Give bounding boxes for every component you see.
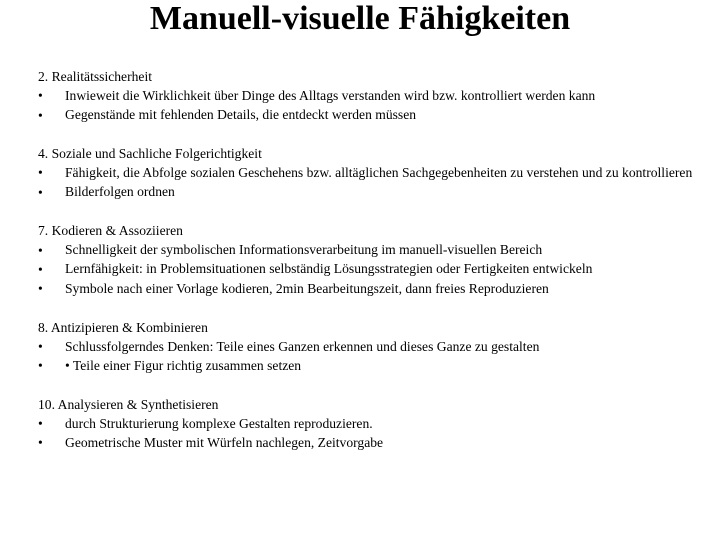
- section: [38, 395, 708, 453]
- list-item: [38, 433, 708, 452]
- bullet-icon: •: [38, 261, 43, 277]
- bullet-icon: •: [38, 358, 43, 374]
- list-item: [38, 337, 708, 356]
- bullet-icon: •: [38, 88, 43, 104]
- list-item-text: Schlussfolgerndes Denken: Teile eines Ganzen erkennen und dieses Ganze zu gestalten: [65, 338, 540, 354]
- list-item-text: Bilderfolgen ordnen: [65, 184, 175, 200]
- list-item-text: Schnelligkeit der symbolischen Informationsverarbeitung im manuell-visuellen Bereich: [65, 242, 543, 258]
- bullet-icon: •: [38, 435, 43, 451]
- section-list: [38, 67, 708, 472]
- section: [38, 67, 708, 125]
- section-heading: 7. Kodieren & Assoziieren: [38, 223, 183, 239]
- bullet-icon: •: [38, 242, 43, 258]
- section: [38, 221, 708, 298]
- bullet-icon: •: [38, 165, 43, 181]
- section-heading: 8. Antizipieren & Kombinieren: [38, 319, 208, 335]
- list-item-text: • Teile einer Figur richtig zusammen setzen: [65, 357, 302, 373]
- list-item: [38, 260, 708, 279]
- bullet-icon: •: [38, 281, 43, 297]
- list-item-text: Symbole nach einer Vorlage kodieren, 2min Bearbeitungszeit, dann freies Reproduzieren: [65, 280, 549, 296]
- bullet-icon: •: [38, 339, 43, 355]
- bullet-icon: •: [38, 184, 43, 200]
- bullet-icon: •: [38, 107, 43, 123]
- section: [38, 318, 708, 376]
- list-item: [38, 279, 708, 298]
- list-item: [38, 86, 708, 105]
- list-item: [38, 356, 708, 375]
- list-item-text: Lernfähigkeit: in Problemsituationen selbständig Lösungsstrategien oder Fertigkeiten entwickeln: [65, 261, 593, 277]
- bullet-icon: •: [38, 416, 43, 432]
- list-item: [38, 163, 708, 182]
- list-item: [38, 241, 708, 260]
- list-item-text: durch Strukturierung komplexe Gestalten reproduzieren.: [65, 415, 373, 431]
- section-heading: 2. Realitätssicherheit: [38, 69, 153, 84]
- list-item-text: Inwieweit die Wirklichkeit über Dinge des Alltags verstanden wird bzw. kontrolliert werden kann: [65, 87, 596, 103]
- section: [38, 144, 708, 202]
- section-heading: 10. Analysieren & Synthetisieren: [38, 396, 219, 412]
- list-item-text: Gegenstände mit fehlenden Details, die entdeckt werden müssen: [65, 107, 417, 123]
- page-title: Manuell-visuelle Fähigkeiten: [149, 0, 571, 37]
- section-heading: 4. Soziale und Sachliche Folgerichtigkeit: [38, 146, 262, 162]
- list-item: [38, 183, 708, 202]
- list-item: [38, 414, 708, 433]
- list-item: [38, 106, 708, 125]
- list-item-text: Fähigkeit, die Abfolge sozialen Geschehens bzw. alltäglichen Sachgegebenheiten zu verstehen und zu kontrollieren: [65, 165, 693, 181]
- list-item-text: Geometrische Muster mit Würfeln nachlegen, Zeitvorgabe: [65, 435, 384, 451]
